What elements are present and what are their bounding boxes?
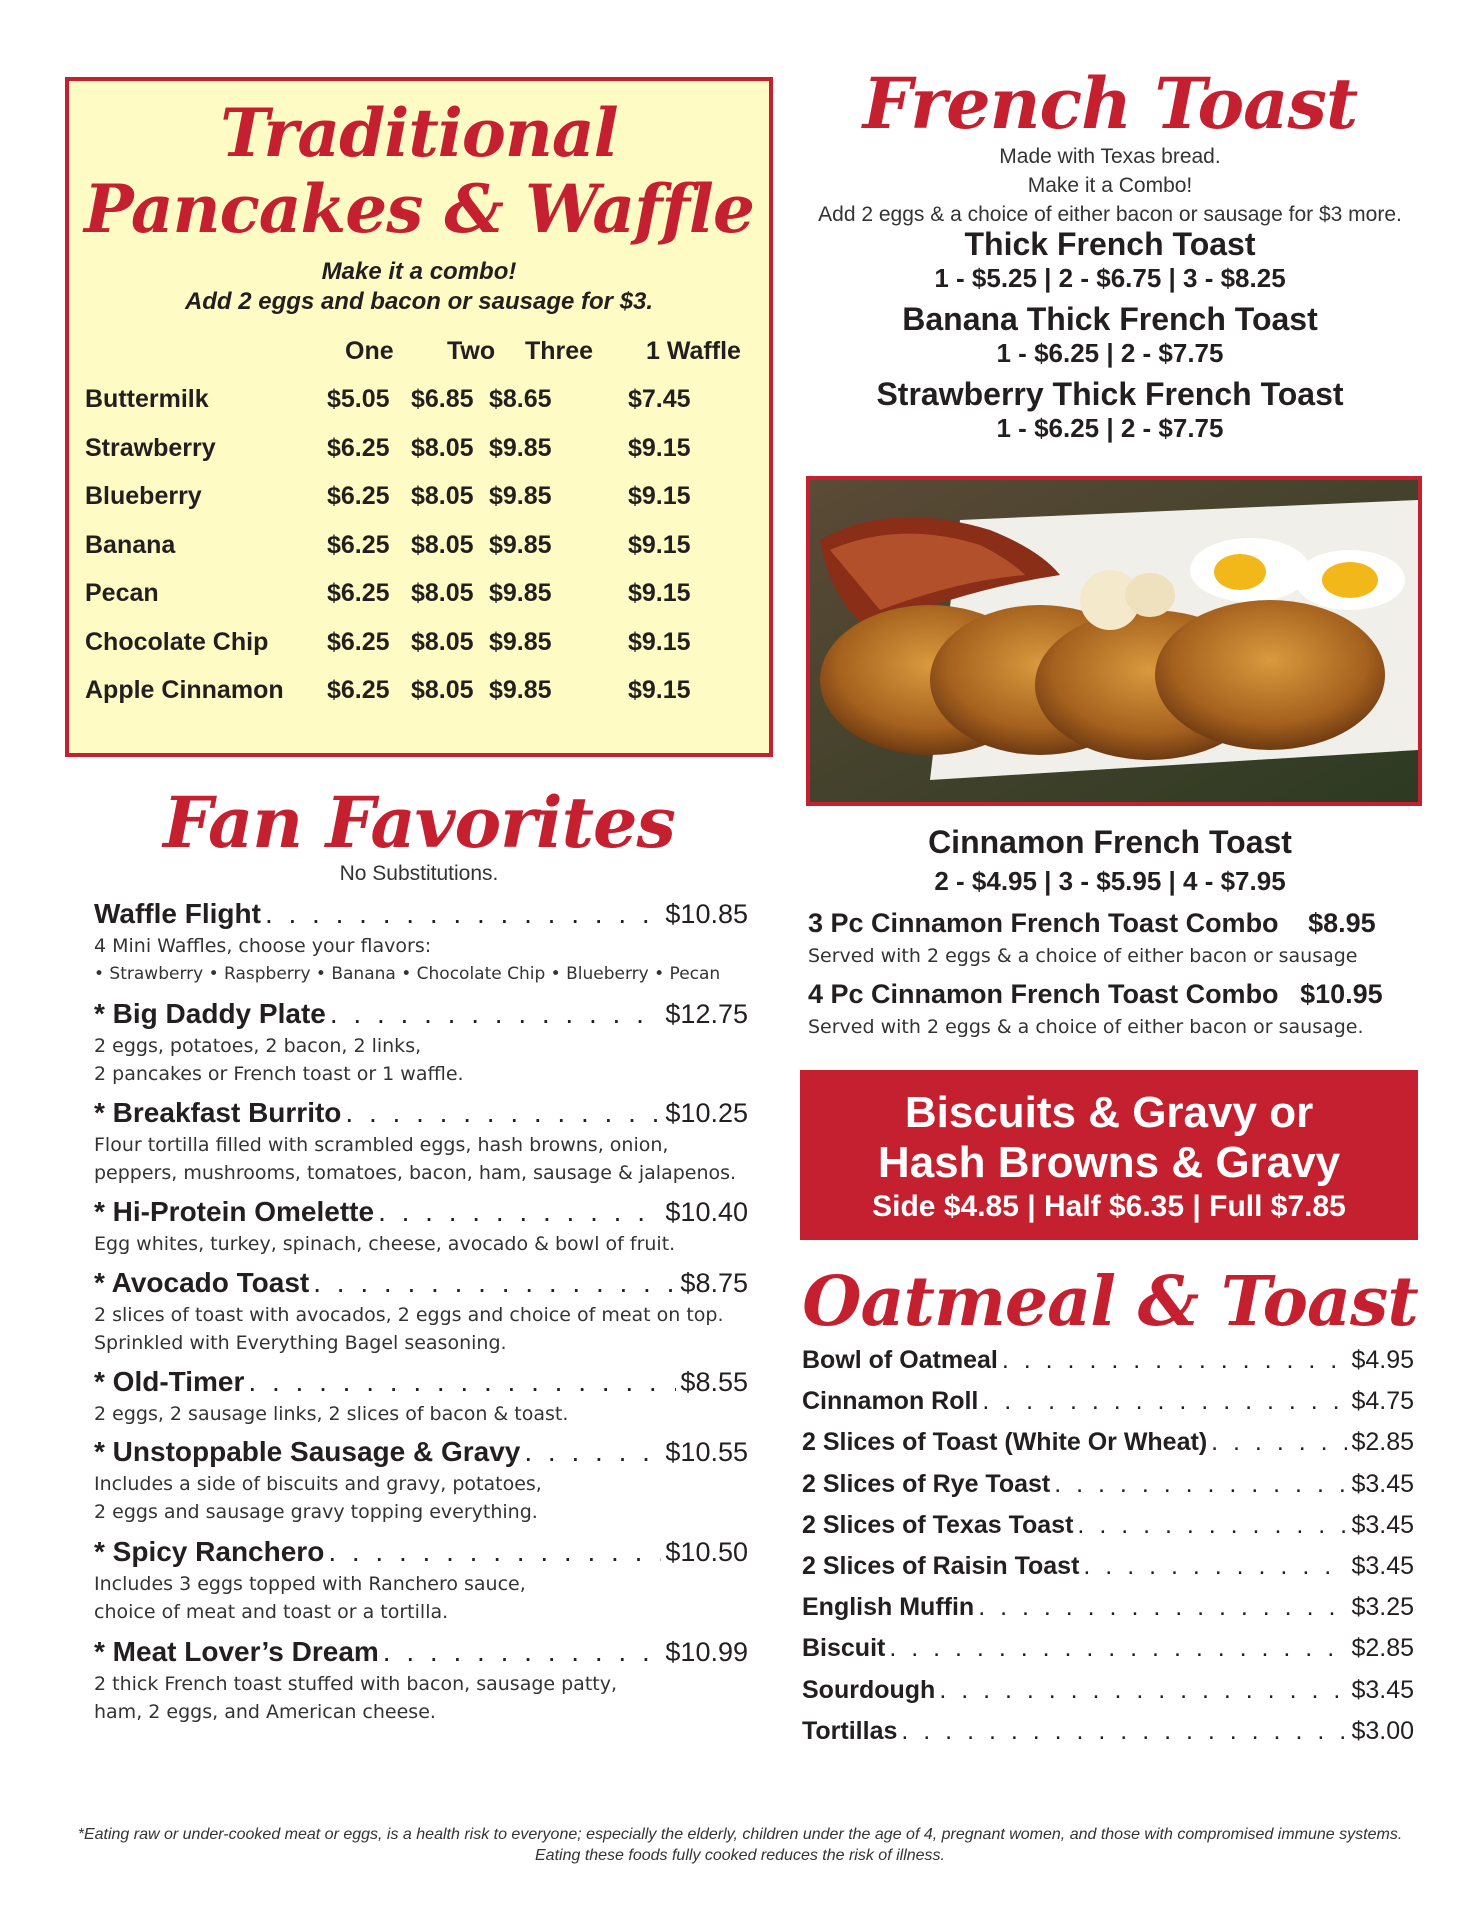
item-heading bbox=[94, 1366, 748, 1398]
menu-item bbox=[790, 301, 1430, 369]
item-name: Banana Thick French Toast bbox=[902, 301, 1318, 337]
item-name: Bowl of Oatmeal bbox=[802, 1346, 998, 1374]
list-item bbox=[802, 1717, 1414, 1746]
item-description bbox=[94, 932, 748, 988]
pancakes-title bbox=[69, 95, 769, 247]
item-name: * Breakfast Burrito bbox=[94, 1097, 342, 1128]
item-price: $12.75 bbox=[665, 999, 748, 1029]
item-heading bbox=[94, 1267, 748, 1299]
price-cell: $9.85 bbox=[489, 627, 552, 656]
french-toast-plate-image bbox=[810, 480, 1418, 802]
flavor-name: Blueberry bbox=[85, 482, 202, 510]
leader-dots bbox=[383, 1636, 662, 1668]
pancakes-combo-line2: Add 2 eggs and bacon or sausage for $3. bbox=[184, 288, 654, 315]
price-cell: $9.85 bbox=[489, 530, 552, 559]
item-name: Strawberry Thick French Toast bbox=[876, 376, 1344, 412]
item-heading bbox=[94, 1436, 748, 1468]
menu-item bbox=[790, 376, 1430, 444]
item-name: * Meat Lover’s Dream bbox=[94, 1636, 379, 1667]
price-cell: $8.05 bbox=[411, 530, 474, 559]
combo-name: 4 Pc Cinnamon French Toast Combo bbox=[808, 979, 1279, 1009]
item-description bbox=[94, 1400, 748, 1428]
menu-item bbox=[94, 1097, 748, 1187]
item-name: Thick French Toast bbox=[964, 226, 1256, 262]
footnote-line: *Eating raw or under-cooked meat or eggs, is a health risk to everyone; especially the elderly, children under the age of 4, pregnant women, and those with compromised immune systems. bbox=[77, 1826, 1403, 1843]
pancakes-section bbox=[65, 77, 773, 757]
list-item bbox=[802, 1552, 1414, 1581]
item-name: English Muffin bbox=[802, 1593, 975, 1622]
column-header: Two bbox=[447, 337, 496, 365]
item-price: $4.75 bbox=[1351, 1387, 1414, 1416]
item-price: $10.99 bbox=[665, 1637, 748, 1667]
item-name: 2 Slices of Rye Toast bbox=[802, 1469, 1051, 1498]
list-item bbox=[802, 1593, 1414, 1622]
price-cell: $6.25 bbox=[327, 530, 390, 559]
menu-item bbox=[94, 1636, 748, 1726]
flavor-name: Banana bbox=[85, 530, 176, 559]
item-heading bbox=[94, 1536, 748, 1568]
item-price: 1 - $6.25 | 2 - $7.75 bbox=[996, 413, 1224, 443]
description-line: Includes 3 eggs topped with Ranchero sauce, bbox=[94, 1573, 526, 1595]
item-price: $3.25 bbox=[1351, 1593, 1414, 1622]
leader-dots bbox=[939, 1676, 1347, 1705]
biscuits-price: Side $4.85 | Half $6.35 | Full $7.85 bbox=[872, 1190, 1346, 1223]
leader-dots bbox=[1211, 1428, 1347, 1457]
leader-dots bbox=[982, 1387, 1347, 1416]
item-price: 1 - $6.25 | 2 - $7.75 bbox=[996, 338, 1224, 368]
health-warning-footnote bbox=[60, 1824, 1420, 1866]
biscuits-title-line1: Biscuits & Gravy or bbox=[904, 1088, 1314, 1137]
item-heading bbox=[94, 898, 748, 930]
price-cell: $8.05 bbox=[411, 433, 474, 462]
description-line: 2 pancakes or French toast or 1 waffle. bbox=[94, 1063, 464, 1085]
leader-dots bbox=[889, 1634, 1347, 1663]
item-price: $10.40 bbox=[665, 1197, 748, 1227]
french-toast-photo bbox=[806, 476, 1422, 806]
item-name: 2 Slices of Texas Toast bbox=[802, 1510, 1074, 1539]
description-line: Flour tortilla filled with scrambled eggs, hash browns, onion, bbox=[94, 1134, 669, 1156]
flavor-name: Apple Cinnamon bbox=[85, 676, 284, 704]
leader-dots bbox=[978, 1593, 1347, 1622]
item-description bbox=[94, 1301, 748, 1357]
leader-dots bbox=[1077, 1511, 1347, 1540]
item-name: Cinnamon Roll bbox=[802, 1387, 979, 1416]
item-price: 1 - $5.25 | 2 - $6.75 | 3 - $8.25 bbox=[934, 263, 1286, 293]
french-toast-note: Made with Texas bread. bbox=[999, 145, 1221, 168]
item-name: * Unstoppable Sausage & Gravy bbox=[94, 1436, 521, 1467]
leader-dots bbox=[1083, 1552, 1347, 1581]
price-cell: $9.15 bbox=[628, 627, 691, 656]
item-price: $10.50 bbox=[665, 1537, 748, 1567]
item-name: * Hi-Protein Omelette bbox=[94, 1196, 375, 1227]
leader-dots bbox=[345, 1097, 661, 1129]
item-name: * Big Daddy Plate bbox=[94, 998, 326, 1029]
list-item bbox=[802, 1634, 1414, 1663]
french-toast-note: Add 2 eggs & a choice of either bacon or sausage for $3 more. bbox=[818, 203, 1402, 226]
list-item bbox=[802, 1387, 1414, 1416]
description-line: Egg whites, turkey, spinach, cheese, avocado & bowl of fruit. bbox=[94, 1233, 676, 1255]
item-description bbox=[94, 1032, 748, 1088]
item-name: * Old-Timer bbox=[94, 1366, 245, 1397]
price-cell: $8.05 bbox=[411, 482, 474, 510]
price-cell: $6.85 bbox=[411, 385, 474, 413]
flavor-name: Pecan bbox=[85, 579, 159, 607]
biscuits-title bbox=[800, 1088, 1418, 1188]
description-line: Sprinkled with Everything Bagel seasoning. bbox=[94, 1332, 507, 1354]
combo-item bbox=[808, 979, 1383, 1010]
item-price: $8.75 bbox=[680, 1268, 748, 1298]
pancakes-title-line2: Pancakes & Waffle bbox=[84, 170, 754, 248]
menu-item bbox=[94, 898, 748, 988]
pancakes-title-line1: Traditional bbox=[220, 94, 618, 172]
price-cell: $9.15 bbox=[628, 530, 691, 559]
combo-name: 3 Pc Cinnamon French Toast Combo bbox=[808, 908, 1279, 938]
item-price: $10.55 bbox=[665, 1437, 748, 1467]
french-toast-title: French Toast bbox=[862, 62, 1358, 145]
combo-description: Served with 2 eggs & a choice of either bacon or sausage bbox=[808, 945, 1358, 967]
description-line: 2 eggs and sausage gravy topping everything. bbox=[94, 1501, 538, 1523]
price-cell: $9.85 bbox=[489, 676, 552, 704]
menu-item bbox=[94, 998, 748, 1088]
combo-item bbox=[808, 908, 1376, 939]
flavor-name: Buttermilk bbox=[85, 385, 209, 413]
description-line: 4 Mini Waffles, choose your flavors: bbox=[94, 935, 432, 957]
leader-dots bbox=[313, 1267, 676, 1299]
item-name: * Spicy Ranchero bbox=[94, 1536, 325, 1567]
menu-item bbox=[94, 1267, 748, 1357]
biscuits-gravy-banner bbox=[800, 1070, 1418, 1240]
flavor-name: Chocolate Chip bbox=[85, 627, 269, 656]
item-heading bbox=[94, 998, 748, 1030]
combo-description: Served with 2 eggs & a choice of either bacon or sausage. bbox=[808, 1016, 1364, 1038]
description-line: 2 thick French toast stuffed with bacon, sausage patty, bbox=[94, 1673, 618, 1695]
pancakes-combo-line1: Make it a combo! bbox=[321, 258, 517, 285]
description-line: Includes a side of biscuits and gravy, potatoes, bbox=[94, 1473, 542, 1495]
cinnamon-french-toast-name: Cinnamon French Toast bbox=[928, 824, 1292, 860]
column-header: One bbox=[345, 337, 394, 365]
leader-dots bbox=[378, 1196, 661, 1228]
list-item bbox=[802, 1346, 1414, 1375]
item-description bbox=[94, 1670, 748, 1726]
price-cell: $6.25 bbox=[327, 627, 390, 656]
item-name: 2 Slices of Raisin Toast bbox=[802, 1552, 1080, 1580]
price-cell: $6.25 bbox=[327, 676, 390, 704]
price-cell: $8.05 bbox=[411, 627, 474, 656]
price-cell: $9.85 bbox=[489, 433, 552, 462]
item-price: $3.45 bbox=[1351, 1552, 1414, 1580]
price-cell: $9.15 bbox=[628, 482, 691, 510]
leader-dots bbox=[328, 1536, 661, 1568]
price-cell: $6.25 bbox=[327, 579, 390, 607]
list-item bbox=[802, 1676, 1414, 1705]
price-cell: $9.15 bbox=[628, 433, 691, 462]
price-cell: $8.05 bbox=[411, 579, 474, 607]
menu-item bbox=[790, 226, 1430, 294]
description-line: • Strawberry • Raspberry • Banana • Chocolate Chip • Blueberry • Pecan bbox=[94, 964, 721, 984]
item-description bbox=[94, 1470, 748, 1526]
item-description bbox=[94, 1131, 748, 1187]
price-cell: $8.05 bbox=[411, 676, 474, 704]
price-cell: $6.25 bbox=[327, 433, 390, 462]
description-line: ham, 2 eggs, and American cheese. bbox=[94, 1701, 436, 1723]
flavor-name: Strawberry bbox=[85, 433, 216, 462]
pancakes-combo-note bbox=[69, 257, 769, 317]
combo-price: $8.95 bbox=[1308, 908, 1376, 938]
price-cell: $5.05 bbox=[327, 385, 390, 413]
item-heading bbox=[94, 1097, 748, 1129]
item-price: $4.95 bbox=[1351, 1346, 1414, 1374]
item-price: $10.25 bbox=[665, 1098, 748, 1128]
cinnamon-french-toast-price: 2 - $4.95 | 3 - $5.95 | 4 - $7.95 bbox=[934, 866, 1286, 896]
item-heading bbox=[94, 1196, 748, 1228]
biscuits-title-line2: Hash Browns & Gravy bbox=[877, 1138, 1341, 1187]
price-cell: $7.45 bbox=[628, 385, 691, 413]
leader-dots bbox=[524, 1436, 661, 1468]
description-line: peppers, mushrooms, tomatoes, bacon, ham, sausage & jalapenos. bbox=[94, 1162, 737, 1184]
item-name: * Avocado Toast bbox=[94, 1267, 310, 1298]
fan-favorites-subtitle: No Substitutions. bbox=[339, 862, 499, 885]
price-cell: $9.85 bbox=[489, 482, 552, 510]
footnote-line: Eating these foods fully cooked reduces the risk of illness. bbox=[535, 1847, 945, 1864]
item-price: $2.85 bbox=[1351, 1428, 1414, 1457]
item-price: $3.45 bbox=[1351, 1469, 1414, 1498]
list-item bbox=[802, 1428, 1414, 1457]
menu-item bbox=[94, 1536, 748, 1626]
french-toast-notes bbox=[790, 142, 1430, 229]
oatmeal-title: Oatmeal & Toast bbox=[802, 1262, 1418, 1342]
item-price: $2.85 bbox=[1351, 1634, 1414, 1663]
fan-favorites-title: Fan Favorites bbox=[163, 781, 675, 864]
combo-price: $10.95 bbox=[1300, 979, 1383, 1009]
price-cell: $6.25 bbox=[327, 482, 390, 510]
item-name: Tortillas bbox=[802, 1716, 898, 1745]
item-price: $3.45 bbox=[1351, 1675, 1414, 1704]
item-heading bbox=[94, 1636, 748, 1668]
item-name: 2 Slices of Toast (White Or Wheat) bbox=[802, 1428, 1208, 1457]
list-item bbox=[802, 1511, 1414, 1540]
french-toast-note: Make it a Combo! bbox=[1027, 174, 1193, 197]
item-price: $3.00 bbox=[1351, 1716, 1414, 1745]
description-line: 2 slices of toast with avocados, 2 eggs and choice of meat on top. bbox=[94, 1304, 724, 1326]
item-name: Sourdough bbox=[802, 1675, 936, 1704]
item-price: $3.45 bbox=[1351, 1510, 1414, 1539]
leader-dots bbox=[1054, 1470, 1347, 1499]
leader-dots bbox=[330, 998, 662, 1030]
leader-dots bbox=[265, 898, 661, 930]
item-price: $10.85 bbox=[665, 899, 748, 929]
item-description bbox=[94, 1230, 748, 1258]
item-description bbox=[94, 1570, 748, 1626]
price-cell: $8.65 bbox=[489, 385, 552, 413]
price-cell: $9.15 bbox=[628, 579, 691, 607]
description-line: 2 eggs, 2 sausage links, 2 slices of bacon & toast. bbox=[94, 1403, 569, 1425]
menu-item bbox=[94, 1436, 748, 1526]
list-item bbox=[802, 1470, 1414, 1499]
price-cell: $9.85 bbox=[489, 579, 552, 607]
column-header: Three bbox=[525, 337, 594, 365]
leader-dots bbox=[901, 1717, 1347, 1746]
leader-dots bbox=[248, 1366, 676, 1398]
description-line: 2 eggs, potatoes, 2 bacon, 2 links, bbox=[94, 1035, 422, 1057]
menu-item bbox=[94, 1366, 748, 1428]
description-line: choice of meat and toast or a tortilla. bbox=[94, 1601, 449, 1623]
leader-dots bbox=[1002, 1346, 1348, 1375]
item-price: $8.55 bbox=[680, 1367, 748, 1397]
column-header: 1 Waffle bbox=[646, 337, 741, 365]
menu-item bbox=[94, 1196, 748, 1258]
item-name: Waffle Flight bbox=[94, 898, 261, 929]
item-name: Biscuit bbox=[802, 1634, 886, 1663]
price-cell: $9.15 bbox=[628, 676, 691, 704]
